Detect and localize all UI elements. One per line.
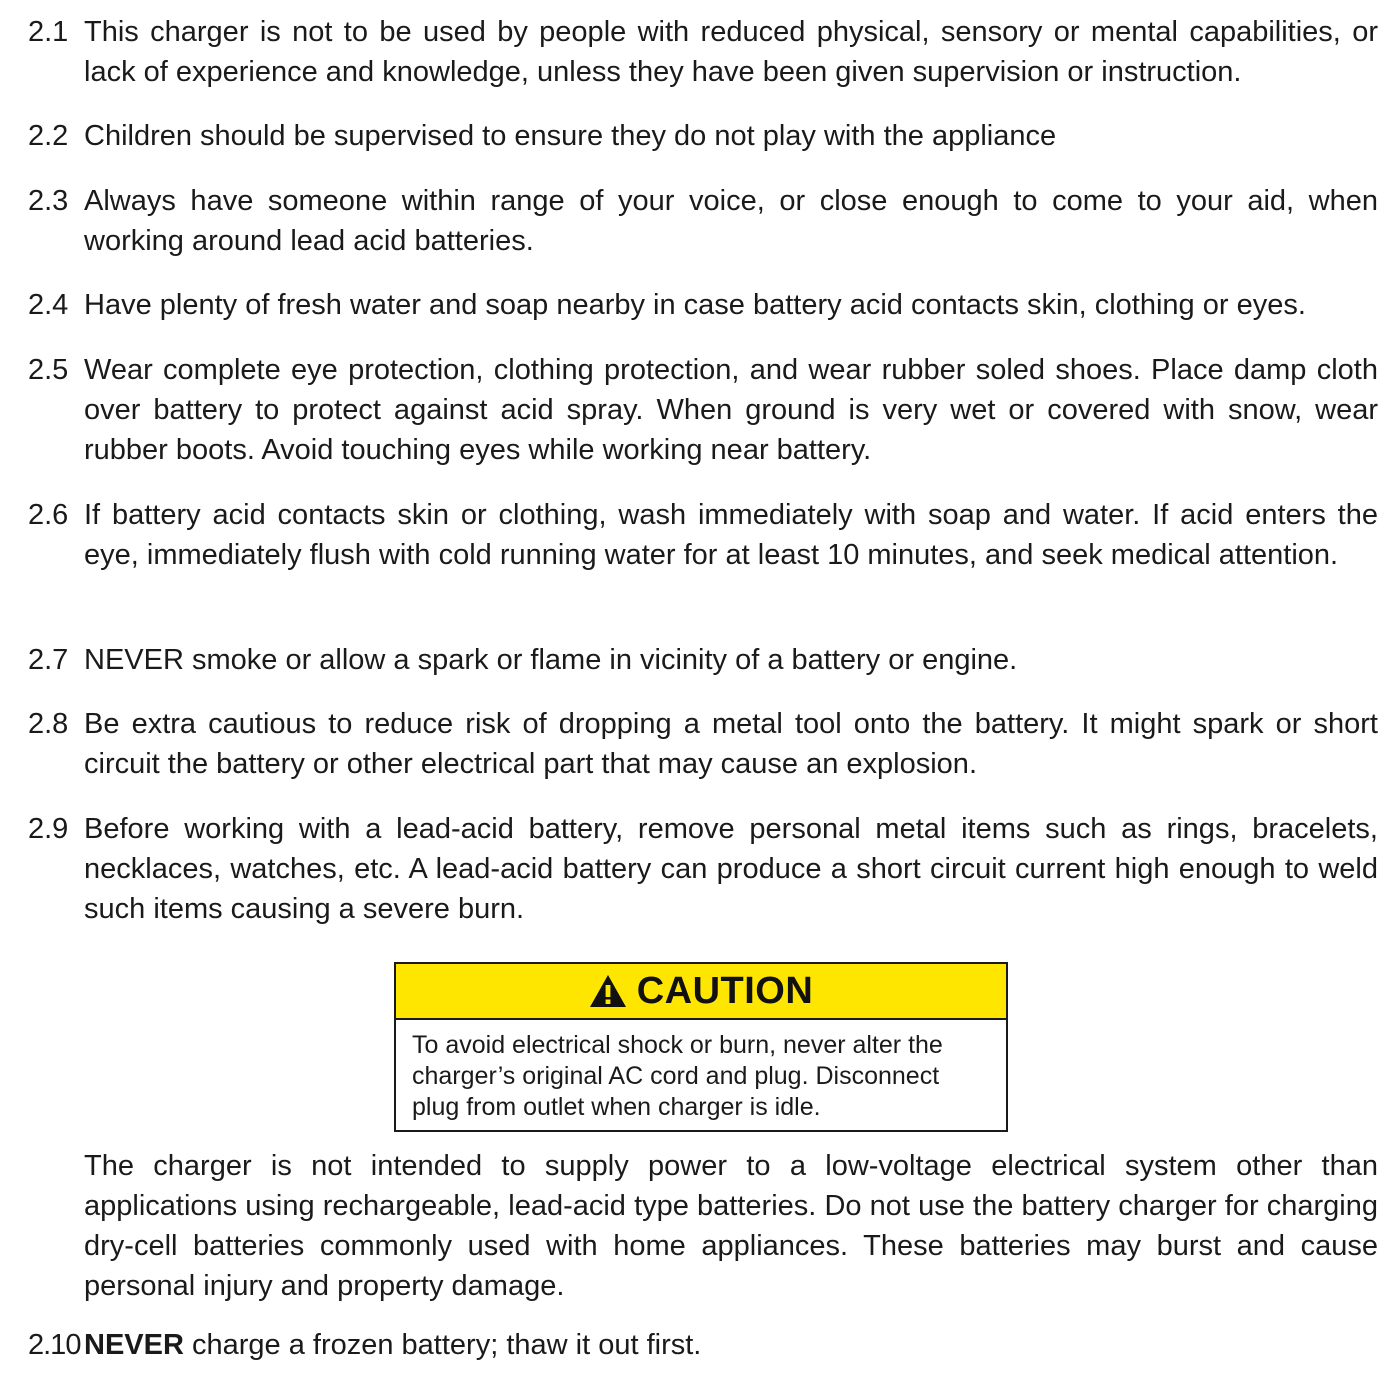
item-text — [84, 1325, 1378, 1365]
note-paragraph: The charger is not intended to supply power to a low-voltage electrical system other than applications using rechargeable, lead-acid type batteries. Do not use the battery charger for charging dry-cell batteries commonly used with home appliances. These batteries may burst and cause personal injury and property damage. — [84, 1150, 1378, 1302]
item-text: Before working with a lead-acid battery, remove personal metal items such as rings, bracelets, necklaces, watches, etc. A lead-acid battery can produce a short circuit current high enough to weld such items causing a severe burn. — [84, 813, 1378, 925]
item-number: 2.1 — [28, 16, 69, 48]
item-number: 2.7 — [28, 644, 69, 676]
list-item — [28, 285, 1378, 325]
item-number: 2.8 — [28, 708, 69, 740]
list-item — [28, 1325, 1378, 1365]
caution-box — [394, 962, 1008, 1132]
list-item — [28, 116, 1378, 156]
item-number: 2.6 — [28, 499, 69, 531]
list-item — [28, 640, 1378, 680]
list-item — [28, 809, 1378, 929]
item-text: Children should be supervised to ensure they do not play with the appliance — [84, 120, 1057, 152]
item-text-rest: charge a frozen battery; thaw it out first. — [183, 1329, 702, 1361]
item-text: Be extra cautious to reduce risk of dropping a metal tool onto the battery. It might spark or short circuit the battery or other electrical part that may cause an explosion. — [84, 708, 1378, 780]
item-number: 2.4 — [28, 289, 69, 321]
item-number: 2.3 — [28, 185, 69, 217]
list-item — [28, 350, 1378, 470]
list-item — [28, 704, 1378, 784]
item-text: NEVER smoke or allow a spark or flame in vicinity of a battery or engine. — [84, 644, 1018, 676]
emphasis-text: NEVER — [84, 1329, 184, 1361]
warning-triangle-icon — [589, 974, 627, 1008]
item-number: 2.9 — [28, 813, 69, 845]
list-item — [28, 495, 1378, 575]
caution-header — [396, 964, 1006, 1020]
item-number: 2.2 — [28, 120, 69, 152]
item-text: Wear complete eye protection, clothing protection, and wear rubber soled shoes. Place damp cloth over battery to protect against acid spray. When ground is very wet or covered with snow, wear rubber boots. Avoid touching eyes while working near battery. — [84, 354, 1378, 466]
caution-title: CAUTION — [636, 969, 814, 1012]
item-number: 2.5 — [28, 354, 69, 386]
item-number: 2.10 — [28, 1329, 81, 1361]
item-text: This charger is not to be used by people with reduced physical, sensory or mental capabilities, or lack of experience and knowledge, unless they have been given supervision or instruction. — [84, 16, 1378, 88]
list-item — [28, 181, 1378, 261]
item-text: If battery acid contacts skin or clothing, wash immediately with soap and water. If acid enters the eye, immediately flush with cold running water for at least 10 minutes, and seek medical attention. — [84, 499, 1378, 571]
caution-text: To avoid electrical shock or burn, never alter the charger’s original AC cord and plug. Disconnect plug from outlet when charger is idle. — [412, 1031, 943, 1121]
list-item — [28, 12, 1378, 92]
item-text: Always have someone within range of your voice, or close enough to come to your aid, when working around lead acid batteries. — [84, 185, 1378, 257]
item-text: Have plenty of fresh water and soap nearby in case battery acid contacts skin, clothing or eyes. — [84, 289, 1306, 321]
